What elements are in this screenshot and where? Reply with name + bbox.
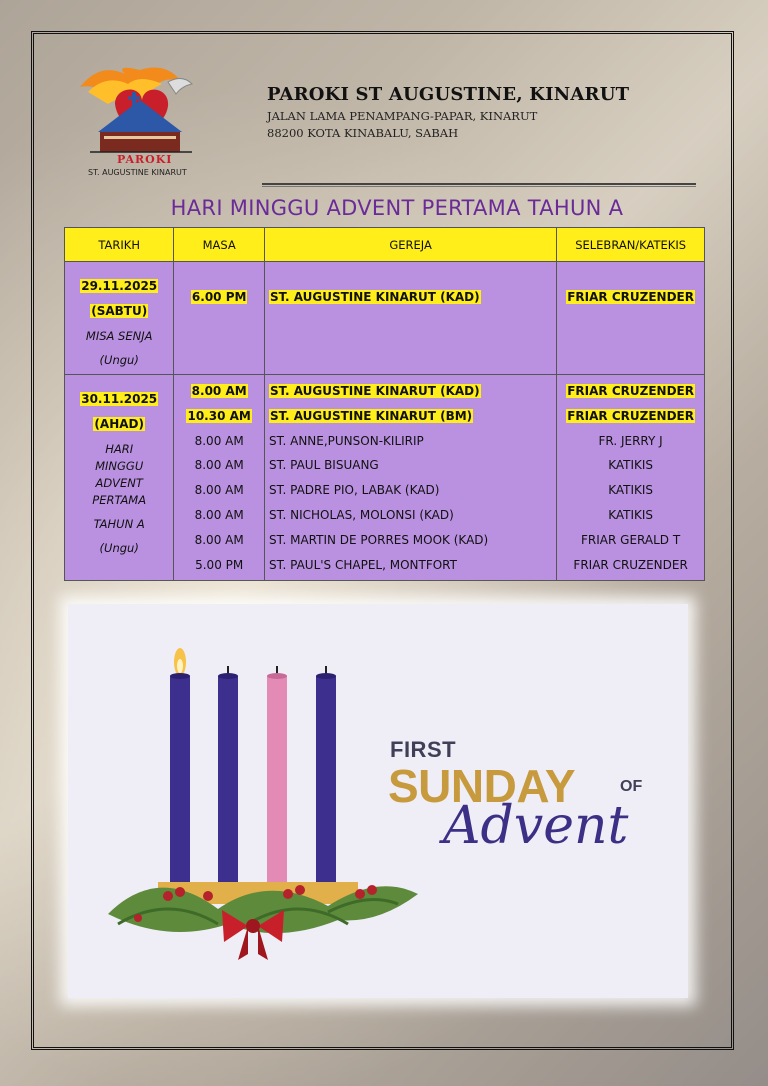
celebrant-name: KATIKIS (608, 483, 654, 498)
celebrant-name: FRIAR CRUZENDER (567, 290, 694, 304)
celebrant-cell (557, 262, 705, 375)
header (70, 62, 710, 187)
celebrant-name: FRIAR CRUZENDER (573, 557, 688, 572)
celebrant-name: KATIKIS (608, 507, 654, 522)
note-feast-name (69, 437, 169, 557)
mass-time: 5.00 PM (195, 557, 244, 572)
logo-text-top: PAROKI (117, 153, 173, 166)
note-line-6: (Ungu) (99, 540, 139, 555)
note-misa-senja: MISA SENJA (85, 328, 153, 343)
day-sunday: (AHAD) (94, 416, 144, 431)
advent-candles-icon (98, 624, 418, 994)
mass-time: 6.00 PM (191, 290, 247, 304)
note-line-4: PERTAMA (92, 492, 147, 507)
church-name: ST. PAUL BISUANG (268, 458, 379, 473)
church-name: ST. PAUL'S CHAPEL, MONTFORT (268, 557, 457, 572)
address-line-2: 88200 KOTA KINABALU, SABAH (267, 126, 459, 140)
date-cell-saturday (65, 262, 174, 375)
mass-schedule-table (64, 227, 705, 581)
header-divider (262, 183, 696, 185)
mass-time: 8.00 AM (194, 458, 244, 473)
church-name: ST. PADRE PIO, LABAK (KAD) (268, 483, 440, 498)
celebrant-name: FRIAR CRUZENDER (567, 384, 694, 398)
date-sunday: 30.11.2025 (81, 392, 158, 406)
mass-time: 10.30 AM (187, 408, 251, 423)
col-header-church: GEREJA (264, 228, 556, 262)
table-row-sunday (65, 375, 705, 581)
col-header-date: TARIKH (65, 228, 174, 262)
mass-time: 8.00 AM (194, 532, 244, 547)
date-cell-sunday (65, 375, 174, 581)
page-heading: HARI MINGGU ADVENT PERTAMA TAHUN A (170, 196, 624, 220)
poster-of-text: OF (620, 778, 643, 795)
col-header-time: MASA (174, 228, 265, 262)
church-name: ST. AUGUSTINE KINARUT (KAD) (269, 290, 480, 304)
poster-sunday-text: SUNDAY (388, 760, 576, 812)
church-name: ST. MARTIN DE PORRES MOOK (KAD) (268, 532, 489, 547)
note-line-1: HARI (105, 441, 134, 456)
parish-title: PAROKI ST AUGUSTINE, KINARUT (267, 84, 630, 105)
celebrant-cell-list (557, 375, 705, 581)
col-header-celebrant: SELEBRAN/KATEKIS (557, 228, 705, 262)
date-saturday: 29.11.2025 (81, 279, 158, 293)
celebrant-name: KATIKIS (608, 458, 654, 473)
mass-time: 8.00 AM (194, 433, 244, 448)
church-cell (264, 262, 556, 375)
mass-time: 8.00 AM (191, 384, 247, 398)
celebrant-name: FR. JERRY J (598, 433, 663, 448)
poster-advent-text: Advent (443, 796, 629, 856)
church-name: ST. AUGUSTINE KINARUT (KAD) (269, 384, 480, 398)
note-liturgical-color: (Ungu) (99, 353, 139, 368)
church-name: ST. AUGUSTINE KINARUT (BM) (269, 408, 473, 423)
table-header-row (65, 228, 705, 262)
parish-logo-icon (70, 62, 210, 182)
time-cell (174, 262, 265, 375)
day-saturday: (SABTU) (91, 303, 148, 318)
church-cell-list (264, 375, 556, 581)
table-row-saturday (65, 262, 705, 375)
mass-time: 8.00 AM (194, 507, 244, 522)
note-line-5: TAHUN A (93, 516, 145, 531)
church-name: ST. ANNE,PUNSON-KILIRIP (268, 433, 424, 448)
celebrant-name: FRIAR CRUZENDER (567, 408, 694, 423)
poster-first-text: FIRST (390, 737, 457, 762)
church-name: ST. NICHOLAS, MOLONSI (KAD) (268, 507, 454, 522)
celebrant-name: FRIAR GERALD T (581, 532, 681, 547)
advent-poster (68, 604, 688, 998)
note-line-3: ADVENT (95, 475, 143, 490)
address-line-1: JALAN LAMA PENAMPANG-PAPAR, KINARUT (267, 109, 538, 123)
mass-time: 8.00 AM (194, 483, 244, 498)
note-line-2: MINGGU (95, 458, 144, 473)
logo-text-bottom: ST. AUGUSTINE KINARUT (88, 168, 187, 177)
time-cell-list (174, 375, 265, 581)
header-divider-thin (262, 186, 696, 187)
